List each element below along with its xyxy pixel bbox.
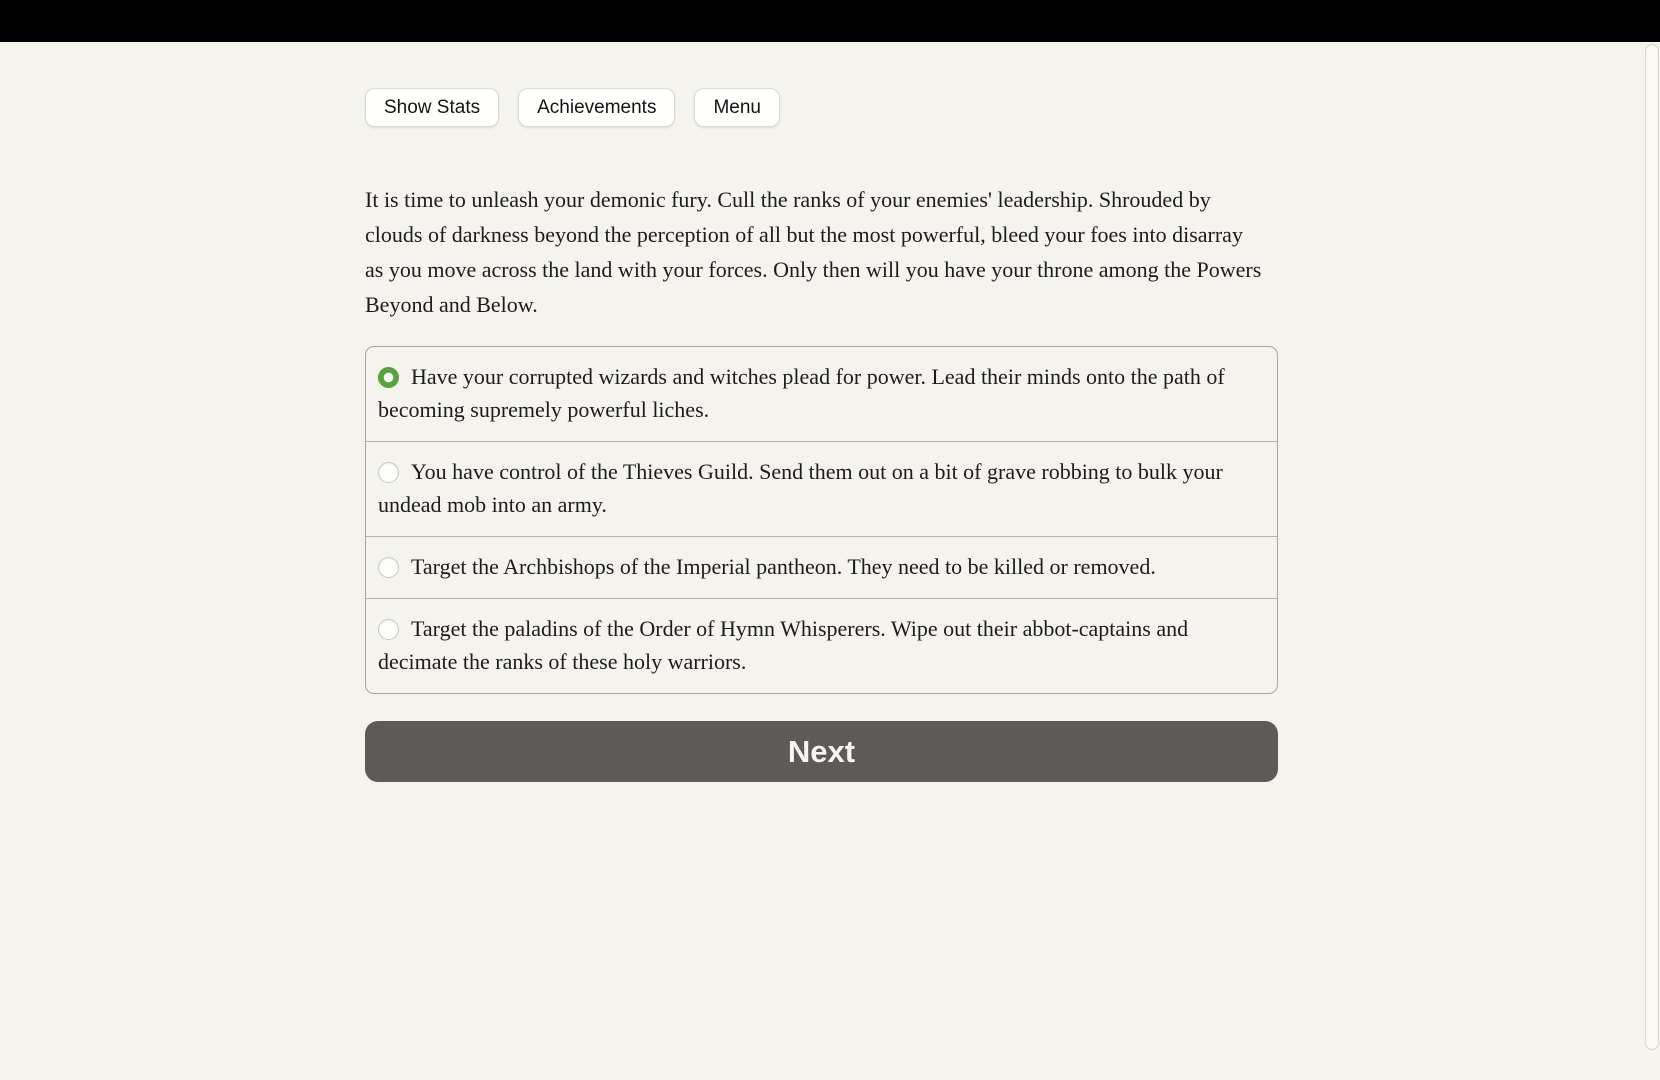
menu-button[interactable]: Menu xyxy=(694,88,780,127)
choice-option-label: Have your corrupted wizards and witches plead for power. Lead their minds onto the path of becoming supremely powerful liches. xyxy=(378,364,1225,422)
choice-option-3[interactable] xyxy=(366,536,1277,598)
choice-option-1[interactable] xyxy=(366,347,1277,441)
choice-option-label: Target the Archbishops of the Imperial pantheon. They need to be killed or removed. xyxy=(411,554,1156,579)
choice-option-label: Target the paladins of the Order of Hymn Whisperers. Wipe out their abbot-captains and decimate the ranks of these holy warriors. xyxy=(378,616,1189,674)
choice-option-4[interactable] xyxy=(366,598,1277,693)
radio-icon[interactable] xyxy=(378,557,399,578)
choice-option-label: You have control of the Thieves Guild. Send them out on a bit of grave robbing to bulk your undead mob into an army. xyxy=(378,459,1223,517)
choice-group xyxy=(365,346,1278,694)
game-content-column xyxy=(365,42,1278,782)
game-toolbar xyxy=(365,88,1278,127)
show-stats-button[interactable]: Show Stats xyxy=(365,88,499,127)
achievements-button[interactable]: Achievements xyxy=(518,88,675,127)
vertical-scrollbar-thumb[interactable] xyxy=(1645,44,1659,1050)
next-button[interactable]: Next xyxy=(365,721,1278,782)
radio-icon[interactable] xyxy=(378,367,399,388)
top-black-bar xyxy=(0,0,1660,42)
radio-icon[interactable] xyxy=(378,619,399,640)
choice-option-2[interactable] xyxy=(366,441,1277,536)
story-paragraph: It is time to unleash your demonic fury. Cull the ranks of your enemies' leadership. Shrouded by clouds of darkness beyond the perception of all but the most powerful, bleed your foes into disarray as you move across the land with your forces. Only then will you have your throne among the Powers Beyond and Below. xyxy=(365,187,1262,317)
radio-icon[interactable] xyxy=(378,462,399,483)
